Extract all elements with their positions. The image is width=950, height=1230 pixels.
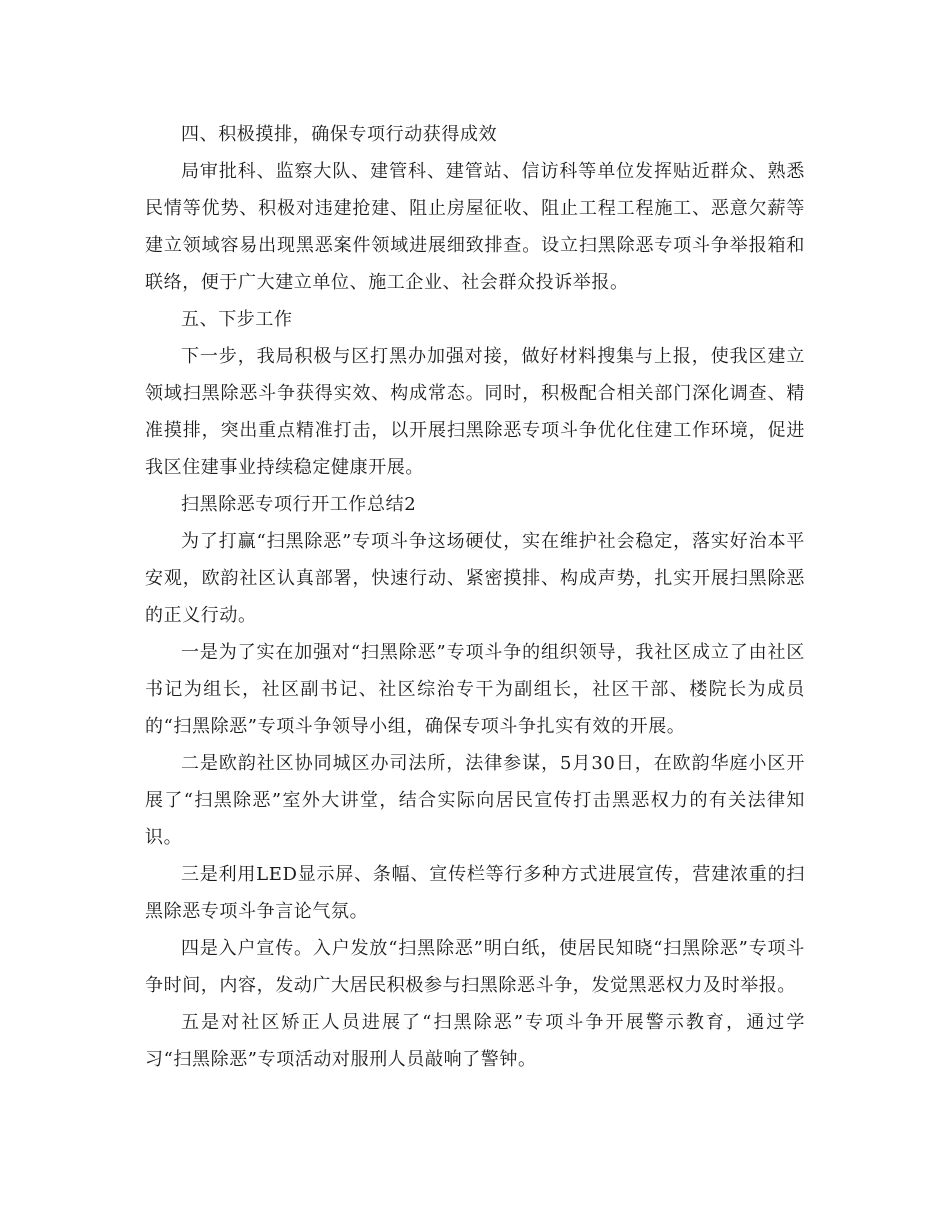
body-paragraph: 为了打赢“扫黑除恶”专项斗争这场硬仗，实在维护社会稳定，落实好治本平安观，欧韵社区认真部署，快速行动、紧密摸排、构成声势，扎实开展扫黑除恶的正义行动。 xyxy=(145,531,805,626)
body-paragraph: 一是为了实在加强对“扫黑除恶”专项斗争的组织领导，我社区成立了由社区书记为组长，社区副书记、社区综治专干为副组长，社区干部、楼院长为成员的“扫黑除恶”专项斗争领导小组，确保专项斗争扎实有效的开展。 xyxy=(145,642,805,737)
document-subtitle: 扫黑除恶专项行开工作总结2 xyxy=(181,494,417,515)
document-body xyxy=(145,116,805,1078)
body-paragraph: 下一步，我局积极与区打黑办加强对接，做好材料搜集与上报，使我区建立领域扫黑除恶斗争获得实效、构成常态。同时，积极配合相关部门深化调查、精准摸排，突出重点精准打击，以开展扫黑除恶专项斗争优化住建工作环境，促进我区住建事业持续稳定健康开展。 xyxy=(145,346,805,478)
body-paragraph: 局审批科、监察大队、建管科、建管站、信访科等单位发挥贴近群众、熟悉民情等优势、积极对违建抢建、阻止房屋征收、阻止工程工程施工、恶意欠薪等建立领域容易出现黑恶案件领域进展细致排查。设立扫黑除恶专项斗争举报箱和联络，便于广大建立单位、施工企业、社会群众投诉举报。 xyxy=(145,161,805,293)
body-paragraph: 二是欧韵社区协同城区办司法所，法律参谋，5月30日，在欧韵华庭小区开展了“扫黑除恶”室外大讲堂，结合实际向居民宣传打击黑恶权力的有关法律知识。 xyxy=(145,753,805,848)
section-heading: 四、积极摸排，确保专项行动获得成效 xyxy=(181,124,498,145)
body-paragraph: 五是对社区矫正人员进展了“扫黑除恶”专项斗争开展警示教育，通过学习“扫黑除恶”专项活动对服刑人员敲响了警钟。 xyxy=(145,1012,805,1070)
section-heading: 五、下步工作 xyxy=(181,309,293,330)
body-paragraph: 四是入户宣传。入户发放“扫黑除恶”明白纸，使居民知晓“扫黑除恶”专项斗争时间，内容，发动广大居民积极参与扫黑除恶斗争，发觉黑恶权力及时举报。 xyxy=(145,938,805,996)
body-paragraph: 三是利用LED显示屏、条幅、宣传栏等行多种方式进展宣传，营建浓重的扫黑除恶专项斗争言论气氛。 xyxy=(145,864,805,922)
